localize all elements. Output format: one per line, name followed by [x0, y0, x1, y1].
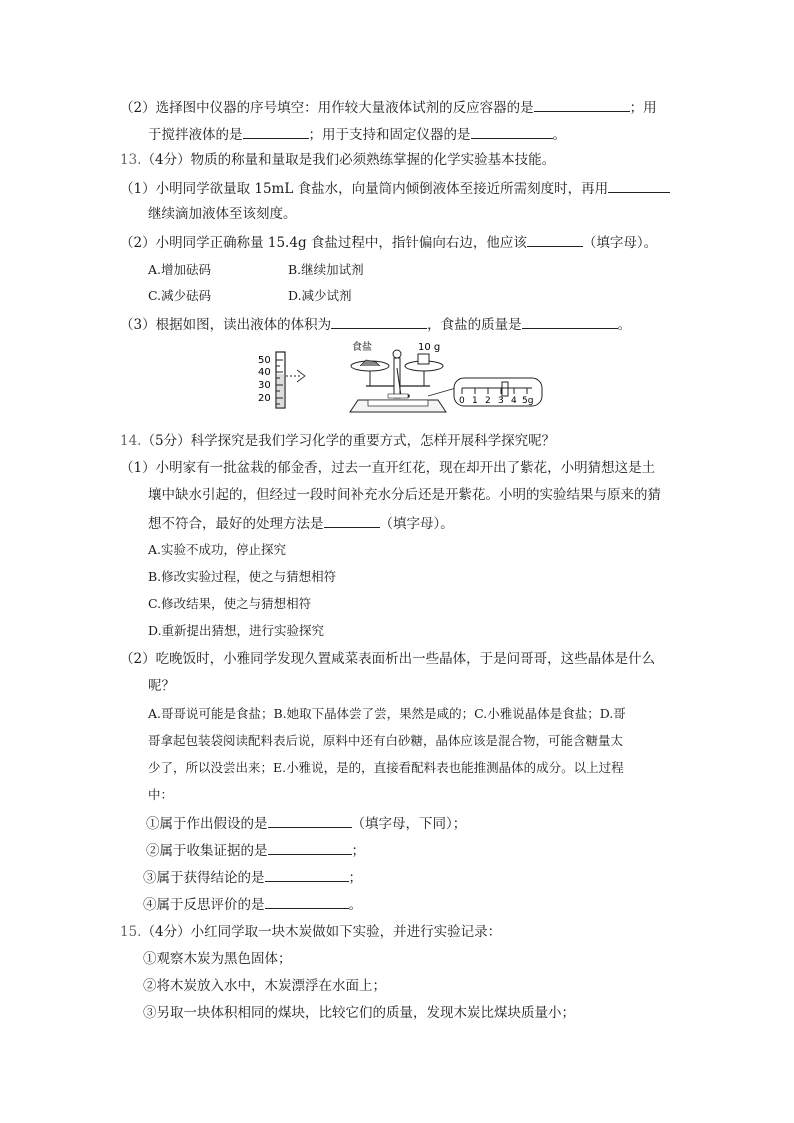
- answer-blank[interactable]: [534, 97, 630, 112]
- cylinder-tick-label: 50: [258, 355, 271, 366]
- option-c[interactable]: C.修改结果，使之与猜想相符: [148, 596, 312, 611]
- question-text: （4分）小红同学取一块木炭做如下实验，并进行实验记录：: [141, 924, 502, 940]
- q13-part3-line1: [120, 314, 631, 334]
- question-text: 想不符合，最好的处理方法是: [148, 516, 324, 532]
- question-text: 呢？: [148, 678, 175, 694]
- rider-scale-magnified: [454, 378, 542, 406]
- question-text: ；: [351, 843, 365, 859]
- weight-icon: [418, 354, 429, 364]
- rider-tick-label: 1: [472, 396, 478, 406]
- rider-tick-label: 4: [511, 396, 517, 406]
- question-text: 于搅拌液体的是: [148, 127, 243, 143]
- answer-blank[interactable]: [268, 813, 352, 828]
- question-text: （5分）科学探究是我们学习化学的重要方式，怎样开展科学探究呢？: [141, 433, 556, 449]
- q12-part2-line2: [148, 124, 566, 144]
- question-text: ；用于支持和固定仪器的是: [308, 127, 471, 143]
- balance-scale: [350, 340, 456, 412]
- question-text: ②属于收集证据的是: [146, 843, 268, 859]
- answer-blank[interactable]: [265, 867, 349, 882]
- question-text: （2）小明同学正确称量 15.4g 食盐过程中，指针偏向右边，他应该: [120, 235, 527, 251]
- option-d[interactable]: D.重新提出猜想，进行实验探究: [148, 623, 325, 638]
- answer-blank[interactable]: [265, 894, 349, 909]
- measurement-figure: [250, 338, 550, 418]
- question-text: ；用: [629, 100, 657, 116]
- answer-blank[interactable]: [243, 124, 309, 139]
- option-b[interactable]: B.修改实验过程，使之与猜想相符: [148, 569, 337, 584]
- answer-blank[interactable]: [331, 314, 427, 329]
- question-text: ④属于反思评价的是: [143, 897, 265, 913]
- record-item: ②将木炭放入水中，木炭漂浮在水面上；: [143, 978, 386, 994]
- question-text: ①属于作出假设的是: [146, 816, 268, 832]
- question-text: 。: [617, 317, 632, 333]
- answer-blank[interactable]: [324, 513, 380, 528]
- question-text: （3）根据如图，读出液体的体积为: [120, 317, 332, 333]
- answer-blank[interactable]: [522, 314, 618, 329]
- answer-blank[interactable]: [268, 840, 352, 855]
- record-item: ①观察木炭为黑色固体；: [143, 951, 292, 967]
- question-number: 15.: [120, 924, 142, 940]
- question-text: （填字母）。: [582, 235, 658, 251]
- question-text: ③属于获得结论的是: [143, 870, 265, 886]
- q13-part1-line1: [120, 178, 670, 198]
- q12-part2-line1: [120, 97, 657, 117]
- q14-item3: [143, 867, 362, 887]
- question-text: （4分）物质的称量和量取是我们必须熟练掌握的化学实验基本技能。: [141, 152, 556, 168]
- weight-label: 10 g: [418, 342, 441, 353]
- option-b[interactable]: B.继续加试剂: [288, 262, 364, 277]
- graduated-cylinder: [258, 352, 305, 408]
- question-text: 壤中缺水引起的，但经过一段时间补充水分后还是开紫花。小明的实验结果与原来的猜: [148, 487, 661, 503]
- question-text: 继续滴加液体至该刻度。: [148, 206, 297, 222]
- rider-tick-label: 3: [498, 396, 504, 406]
- question-text: （1）小明同学欲量取 15mL 食盐水，向量筒内倾倒液体至接近所需刻度时，再用: [120, 181, 609, 197]
- cylinder-tick-label: 30: [258, 380, 271, 391]
- q14-heading: [120, 432, 555, 450]
- q13-part2-line1: [120, 232, 657, 252]
- question-text: ，食盐的质量是: [427, 317, 522, 333]
- cylinder-tick-label: 20: [258, 393, 271, 404]
- q14-part1-line3: [148, 513, 454, 533]
- q13-part1-line2: [148, 205, 297, 223]
- q13-heading: [120, 151, 555, 169]
- scenario-text: A.哥哥说可能是食盐；B.她取下晶体尝了尝，果然是咸的；C.小雅说晶体是食盐；D.哥: [148, 706, 626, 721]
- scenario-text: 少了，所以没尝出来；E.小雅说，是的，直接看配料表也能推测晶体的成分。以上过程: [148, 760, 624, 775]
- q14-item1: [146, 813, 466, 833]
- option-d[interactable]: D.减少试剂: [288, 288, 352, 303]
- question-text: （2）选择图中仪器的序号填空：用作较大量液体试剂的反应容器的是: [120, 100, 534, 116]
- question-number: 14.: [120, 433, 142, 449]
- option-a[interactable]: A.增加砝码: [148, 262, 212, 277]
- answer-blank[interactable]: [608, 178, 670, 193]
- question-text: 。: [348, 897, 362, 913]
- scenario-text: 中：: [148, 787, 174, 802]
- question-text: （填字母，下同）；: [351, 816, 467, 832]
- q14-item2: [146, 840, 365, 860]
- option-c[interactable]: C.减少砝码: [148, 288, 212, 303]
- option-a[interactable]: A.实验不成功，停止探究: [148, 542, 287, 557]
- q14-item4: [143, 894, 362, 914]
- answer-blank[interactable]: [471, 124, 553, 139]
- cylinder-tick-label: 40: [258, 367, 271, 378]
- question-text: （1）小明家有一批盆栽的郁金香，过去一直开红花，现在却开出了紫花，小明猜想这是土: [120, 460, 656, 476]
- question-text: （填字母）。: [379, 516, 454, 532]
- scenario-text: 哥拿起包装袋阅读配料表后说，原料中还有白砂糖，晶体应该是混合物，可能含糖量太: [148, 733, 624, 748]
- answer-blank[interactable]: [527, 232, 583, 247]
- rider-tick-label: 2: [485, 396, 491, 406]
- question-text: 。: [552, 127, 566, 143]
- q15-heading: [120, 923, 501, 941]
- rider-tick-label: 0: [459, 396, 465, 406]
- record-item: ③另取一块体积相同的煤块，比较它们的质量，发现木炭比煤块质量小；: [143, 1005, 575, 1021]
- rider-tick-label: 5g: [522, 396, 534, 406]
- question-text: ；: [348, 870, 362, 886]
- salt-label: 食盐: [352, 342, 372, 353]
- question-number: 13.: [120, 152, 142, 168]
- question-text: （2）吃晚饭时，小雅同学发现久置咸菜表面析出一些晶体，于是问哥哥，这些晶体是什么: [120, 651, 656, 667]
